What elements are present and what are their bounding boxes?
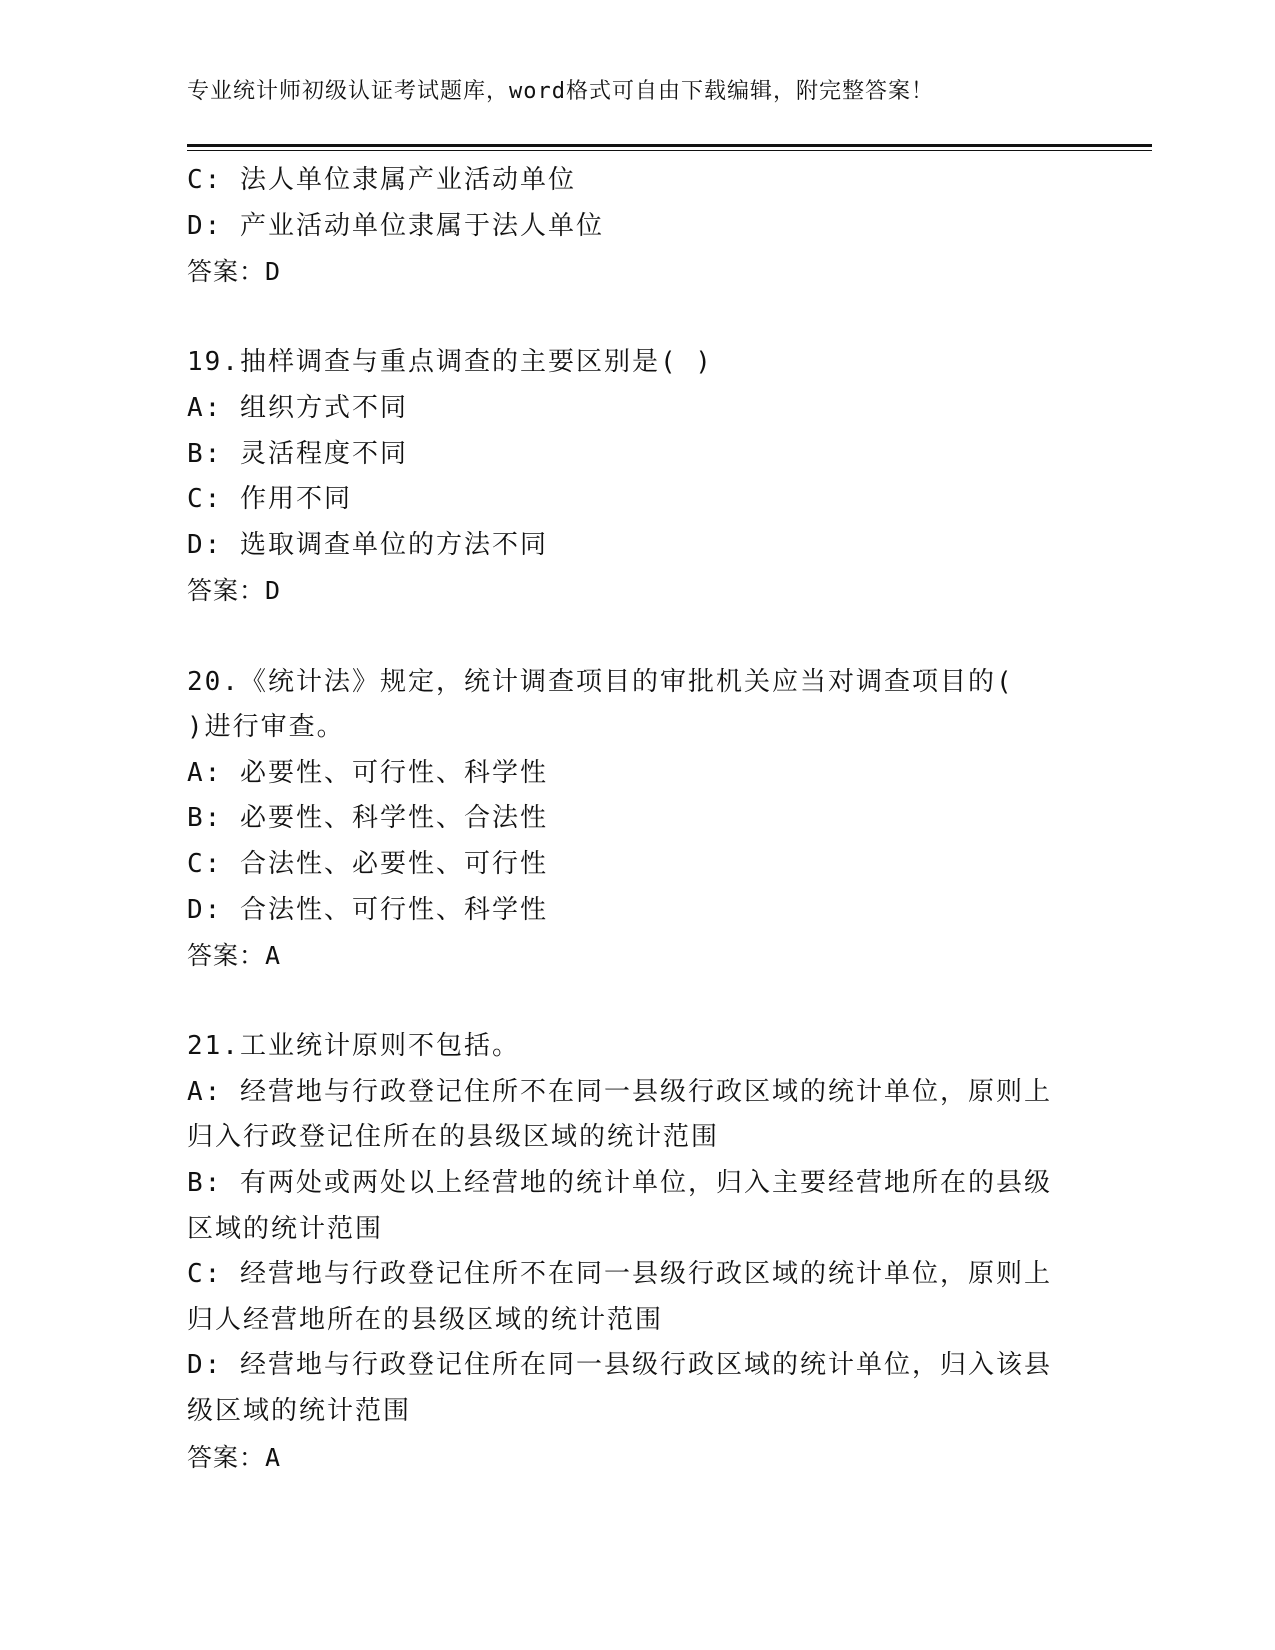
answer-line <box>187 1435 1087 1481</box>
answer-line <box>187 933 1087 979</box>
question-content <box>187 158 1087 1480</box>
option-a: A: 经营地与行政登记住所不在同一县级行政区域的统计单位，原则上 <box>187 1076 1052 1107</box>
question-21 <box>187 1024 1087 1480</box>
previous-question-tail <box>187 158 1087 295</box>
option-b: B: 有两处或两处以上经营地的统计单位，归入主要经营地所在的县级 <box>187 1168 1052 1199</box>
option-d: D: 合法性、可行性、科学性 <box>187 894 548 925</box>
option-a: A: 必要性、可行性、科学性 <box>187 757 548 788</box>
answer-value: D <box>265 257 282 287</box>
spacer <box>187 979 1087 1025</box>
spacer <box>187 295 1087 341</box>
option-c: C: 合法性、必要性、可行性 <box>187 848 548 879</box>
option-c: C: 作用不同 <box>187 484 352 515</box>
option-c: C: 经营地与行政登记住所不在同一县级行政区域的统计单位，原则上 <box>187 1259 1052 1290</box>
option-d: D: 选取调查单位的方法不同 <box>187 529 548 560</box>
option-d: D: 经营地与行政登记住所在同一县级行政区域的统计单位，归入该县 <box>187 1350 1052 1381</box>
option-b: B: 灵活程度不同 <box>187 438 408 469</box>
header-rule-thin <box>187 150 1152 151</box>
header-rule-thick <box>187 144 1152 147</box>
question-stem: 19.抽样调查与重点调查的主要区别是( ) <box>187 347 713 378</box>
question-stem: 20.《统计法》规定，统计调查项目的审批机关应当对调查项目的( <box>187 666 1014 697</box>
spacer <box>187 614 1087 660</box>
option-a-continued: 归入行政登记住所在的县级区域的统计范围 <box>187 1122 720 1153</box>
answer-line <box>187 568 1087 614</box>
answer-value: A <box>265 1442 282 1472</box>
option-d-continued: 级区域的统计范围 <box>187 1396 412 1427</box>
answer-label: 答案： <box>187 1442 266 1472</box>
option-d: D: 产业活动单位隶属于法人单位 <box>187 210 604 241</box>
option-c: C: 法人单位隶属产业活动单位 <box>187 165 576 195</box>
question-stem: 21.工业统计原则不包括。 <box>187 1031 520 1062</box>
answer-value: D <box>265 576 282 606</box>
page-header: 专业统计师初级认证考试题库，word格式可自由下载编辑，附完整答案！ <box>187 79 934 104</box>
question-stem-continued: )进行审查。 <box>187 712 345 743</box>
option-c-continued: 归人经营地所在的县级区域的统计范围 <box>187 1304 664 1335</box>
answer-label: 答案： <box>187 257 266 287</box>
answer-value: A <box>265 941 282 971</box>
option-a: A: 组织方式不同 <box>187 392 408 423</box>
answer-line <box>187 249 1087 295</box>
answer-label: 答案： <box>187 941 266 971</box>
option-b-continued: 区域的统计范围 <box>187 1213 384 1244</box>
question-19 <box>187 340 1087 614</box>
answer-label: 答案： <box>187 576 266 606</box>
option-b: B: 必要性、科学性、合法性 <box>187 803 548 834</box>
question-20 <box>187 660 1087 979</box>
